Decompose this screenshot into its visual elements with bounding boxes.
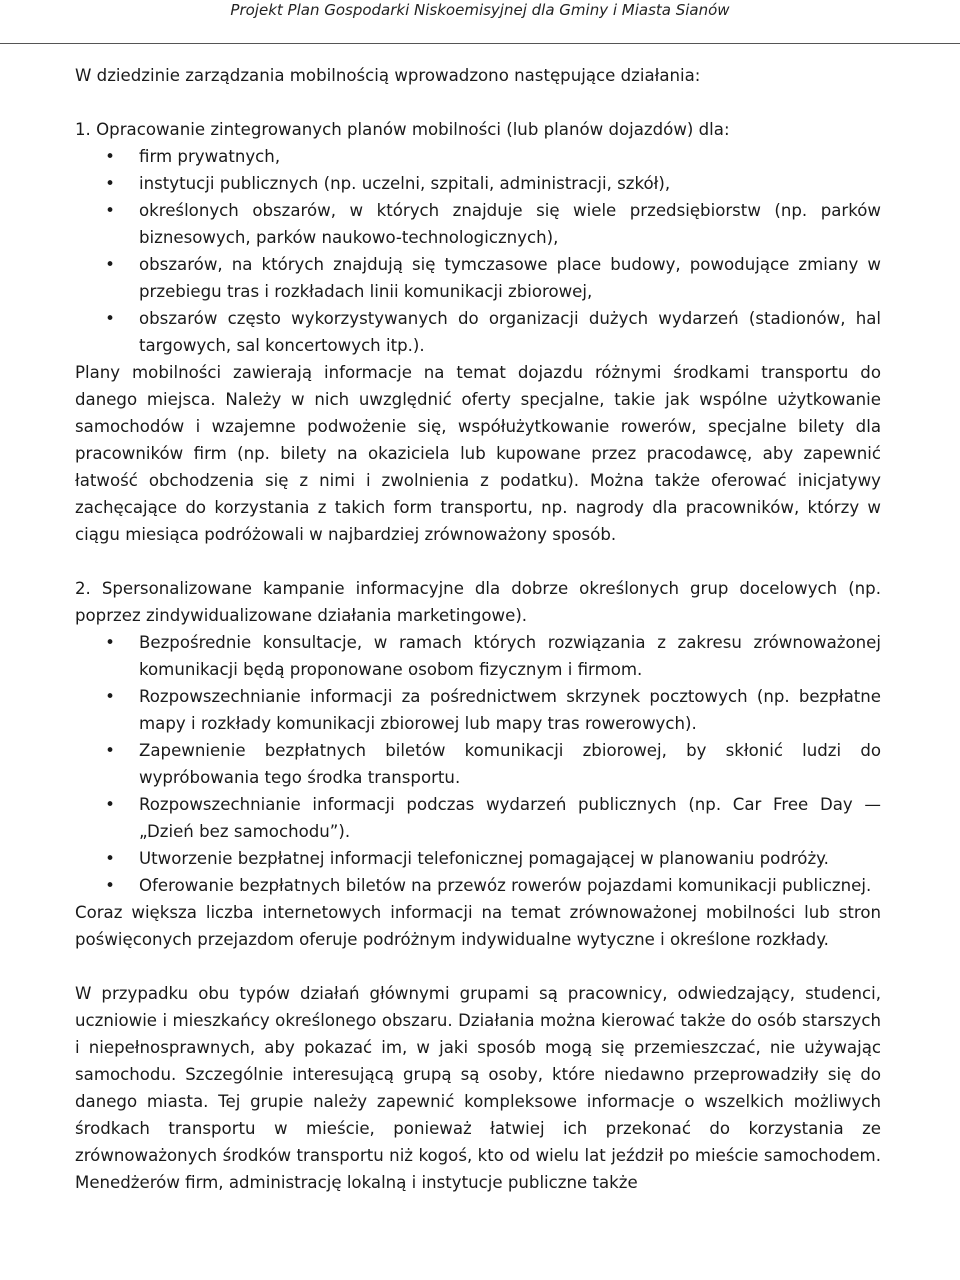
list-item-text: Bezpośrednie konsultacje, w ramach których rozwiązania z zakresu zrównoważonej komunikacji będą proponowane osobom fizycznym i firmom. <box>139 633 881 679</box>
bullet-icon: • <box>105 687 115 706</box>
section-2-heading: 2. Spersonalizowane kampanie informacyjne dla dobrze określonych grup docelowych (np. poprzez zindywidualizowane działania marketingowe). <box>75 579 881 625</box>
list-item <box>75 629 881 683</box>
body-paragraph: W przypadku obu typów działań głównymi grupami są pracownicy, odwiedzający, studenci, uczniowie i mieszkańcy określonego obszaru. Działania można kierować także do osób starszych i niepełnosprawnych, aby pokazać im, w jaki sposób mogą się przemieszczać, nie używając samochodu. Szczególnie interesującą grupą są osoby, które niedawno przeprowadziły się do danego miasta. Tej grupie należy zapewnić kompleksowe informacje o wszelkich możliwych środkach transportu w mieście, ponieważ łatwiej ich przekonać do korzystania ze zrównoważonych środków transportu niż kogoś, kto od wielu lat jeździł po mieście samochodem. Menedżerów firm, administrację lokalną i instytucje publiczne także <box>75 984 881 1192</box>
bullet-icon: • <box>105 633 115 652</box>
list-item-text: Rozpowszechnianie informacji za pośrednictwem skrzynek pocztowych (np. bezpłatne mapy i rozkłady komunikacji zbiorowej lub mapy tras rowerowych). <box>139 687 881 733</box>
list-item <box>75 170 881 197</box>
list-item <box>75 791 881 845</box>
bullet-icon: • <box>105 255 115 274</box>
list-item <box>75 872 881 899</box>
list-item <box>75 251 881 305</box>
section-1-list <box>75 143 881 359</box>
list-item <box>75 197 881 251</box>
intro-paragraph: W dziedzinie zarządzania mobilnością wprowadzono następujące działania: <box>75 66 701 85</box>
bullet-icon: • <box>105 174 115 193</box>
body-paragraph: Coraz większa liczba internetowych informacji na temat zrównoważonej mobilności lub stron poświęconych przejazdom oferuje podróżnym indywidualne wytyczne i określone rozkłady. <box>75 903 881 949</box>
list-item-text: obszarów często wykorzystywanych do organizacji dużych wydarzeń (stadionów, hal targowych, sal koncertowych itp.). <box>139 309 881 355</box>
list-item-text: obszarów, na których znajdują się tymczasowe place budowy, powodujące zmiany w przebiegu tras i rozkładach linii komunikacji zbiorowej, <box>139 255 881 301</box>
list-item-text: instytucji publicznych (np. uczelni, szpitali, administracji, szkół), <box>139 174 671 193</box>
list-item <box>75 143 881 170</box>
running-header <box>0 0 960 35</box>
list-item-text: Oferowanie bezpłatnych biletów na przewóz rowerów pojazdami komunikacji publicznej. <box>139 876 872 895</box>
list-item <box>75 305 881 359</box>
bullet-icon: • <box>105 201 115 220</box>
list-item <box>75 683 881 737</box>
bullet-icon: • <box>105 147 115 166</box>
bullet-icon: • <box>105 795 115 814</box>
bullet-icon: • <box>105 741 115 760</box>
bullet-icon: • <box>105 849 115 868</box>
list-item-text: Rozpowszechnianie informacji podczas wydarzeń publicznych (np. Car Free Day — „Dzień bez samochodu”). <box>139 795 881 841</box>
document-title: Projekt Plan Gospodarki Niskoemisyjnej dla Gminy i Miasta Sianów <box>230 1 730 19</box>
body-paragraph: Plany mobilności zawierają informacje na temat dojazdu różnymi środkami transportu do danego miejsca. Należy w nich uwzględnić oferty specjalne, takie jak wspólne użytkowanie samochodów i wzajemne podwożenie się, współużytkowanie rowerów, specjalne bilety dla pracowników firm (np. bilety na okaziciela lub kupowane przez pracodawcę, aby zapewnić łatwość obchodzenia się z nimi i zwolnienia z podatku). Można także oferować inicjatywy zachęcające do korzystania z takich form transportu, np. nagrody dla pracowników, którzy w ciągu miesiąca podróżowali w najbardziej zrównoważony sposób. <box>75 363 881 544</box>
list-item-text: określonych obszarów, w których znajduje się wiele przedsiębiorstw (np. parków biznesowych, parków naukowo-technologicznych), <box>139 201 881 247</box>
list-item <box>75 845 881 872</box>
bullet-icon: • <box>105 309 115 328</box>
bullet-icon: • <box>105 876 115 895</box>
section-1-heading: 1. Opracowanie zintegrowanych planów mobilności (lub planów dojazdów) dla: <box>75 120 730 139</box>
list-item-text: Zapewnienie bezpłatnych biletów komunikacji zbiorowej, by skłonić ludzi do wypróbowania tego środka transportu. <box>139 741 881 787</box>
list-item <box>75 737 881 791</box>
list-item-text: firm prywatnych, <box>139 147 281 166</box>
header-divider <box>0 43 960 44</box>
list-item-text: Utworzenie bezpłatnej informacji telefonicznej pomagającej w planowaniu podróży. <box>139 849 829 868</box>
page-content <box>75 62 881 1196</box>
section-2-list <box>75 629 881 899</box>
